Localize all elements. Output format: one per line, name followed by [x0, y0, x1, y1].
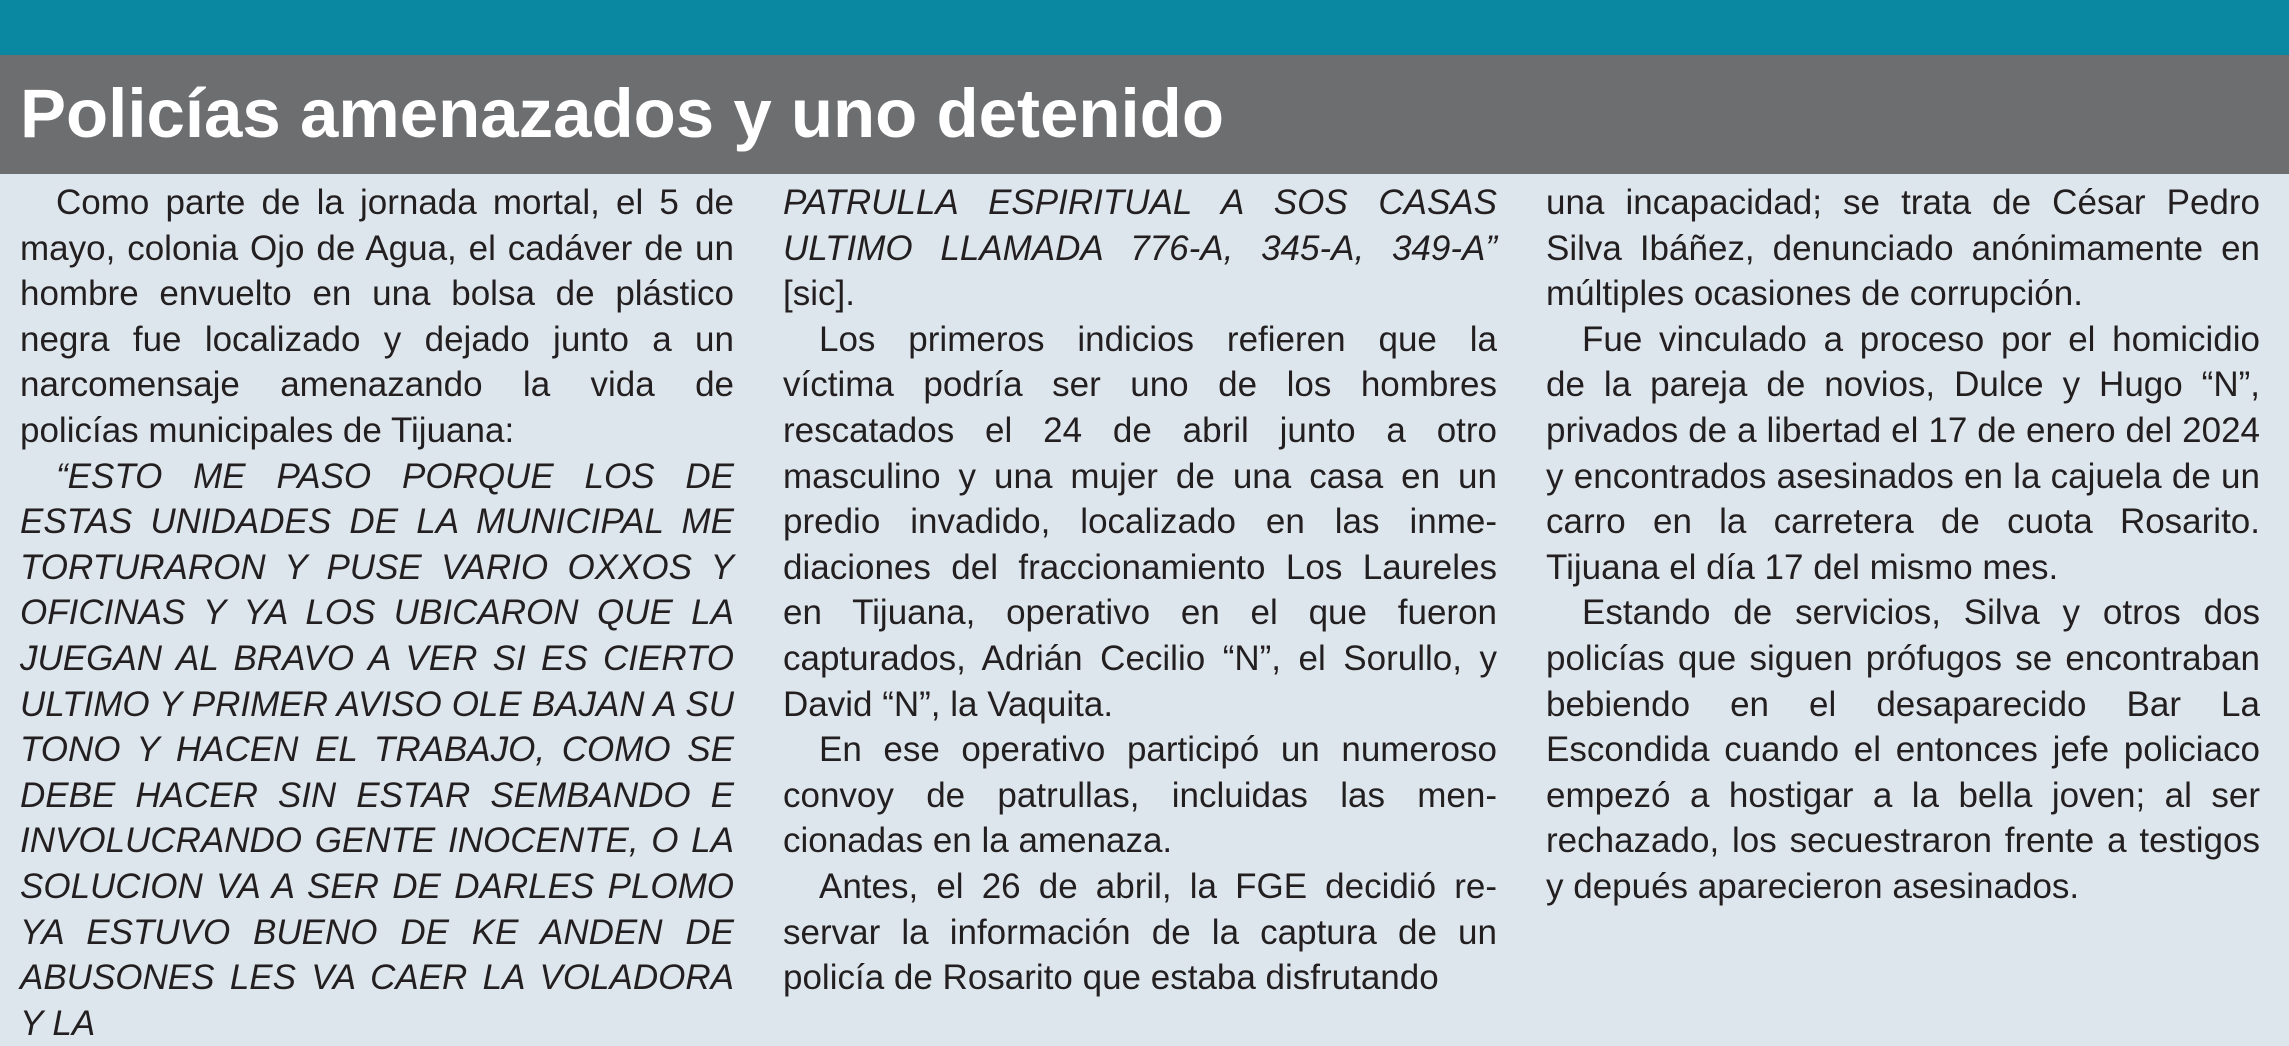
- top-accent-bar: [0, 0, 2289, 55]
- paragraph: Estando de servicios, Silva y otros dos policías que siguen prófugos se encontraban bebiendo en el desaparecido Bar La Escondida cuando el entonces jefe policiaco empezó a hostigar a la bella joven; al ser rechazado, los secuestraron frente a testigos y depués aparecieron asesinados.: [1546, 593, 2260, 906]
- paragraph: Fue vinculado a proceso por el homicidio de la pareja de novios, Dulce y Hugo “N”, privados de a libertad el 17 de enero del 2024 y encontrados asesinados en la cajuela de un carro en la carretera de cuota Rosarito. Tijuana el día 17 del mismo mes.: [1546, 319, 2260, 587]
- paragraph: En ese operativo participó un numeroso convoy de patrullas, incluidas las mencionadas en la amenaza.: [783, 730, 1497, 861]
- paragraph: Como parte de la jornada mortal, el 5 de mayo, colonia Ojo de Agua, el cadáver de un hombre envuelto en una bolsa de plástico negra fue localizado y dejado junto a un narcomensaje amenazando la vida de policías municipales de Tijuana:: [20, 183, 734, 450]
- article-body: [20, 180, 2260, 1043]
- article-column-2: [783, 180, 1497, 1001]
- sic-note: [sic].: [783, 274, 855, 314]
- headline-bar: [0, 55, 2289, 174]
- article-column-3: [1546, 180, 2260, 910]
- paragraph: [783, 180, 1497, 317]
- narco-message-quote-end: PATRULLA ESPIRITUAL A SOS CASAS ULTIMO LLAMADA 776-A, 345-A, 349-A”: [783, 183, 1497, 268]
- article-column-1: [20, 180, 734, 1046]
- paragraph: Antes, el 26 de abril, la FGE decidió reservar la información de la captura de un policía de Rosarito que estaba disfrutando: [783, 866, 1497, 998]
- paragraph: Los primeros indicios refieren que la víctima podría ser uno de los hombres rescatados el 24 de abril junto a otro masculino y una mujer de una casa en un predio invadido, localizado en las inmediaciones del fraccionamiento Los Laureles en Tijuana, operativo en el que fueron capturados, Adrián Cecilio “N”, el Sorullo, y David “N”, la Vaquita.: [783, 319, 1497, 724]
- narco-message-quote: “ESTO ME PASO PORQUE LOS DE ESTAS UNIDADES DE LA MUNICIPAL ME TORTURARON Y PUSE VARIO OXXOS Y OFICINAS Y YA LOS UBICARON QUE LA JUEGAN AL BRAVO A VER SI ES CIERTO ULTIMO Y PRIMER AVISO OLE BAJAN A SU TONO Y HACEN EL TRABAJO, COMO SE DEBE HACER SIN ESTAR SEMBANDO E INVOLUCRANDO GENTE INOCENTE, O LA SOLUCION VA A SER DE DARLES PLOMO YA ESTUVO BUENO DE KE ANDEN DE ABUSONES LES VA CAER LA VOLADORA Y LA: [20, 456, 734, 1043]
- headline: Policías amenazados y uno detenido: [20, 75, 1224, 152]
- paragraph: una incapacidad; se trata de César Pedro Silva Ibáñez, denunciado anónimamente en múltiples ocasiones de corrupción.: [1546, 183, 2260, 314]
